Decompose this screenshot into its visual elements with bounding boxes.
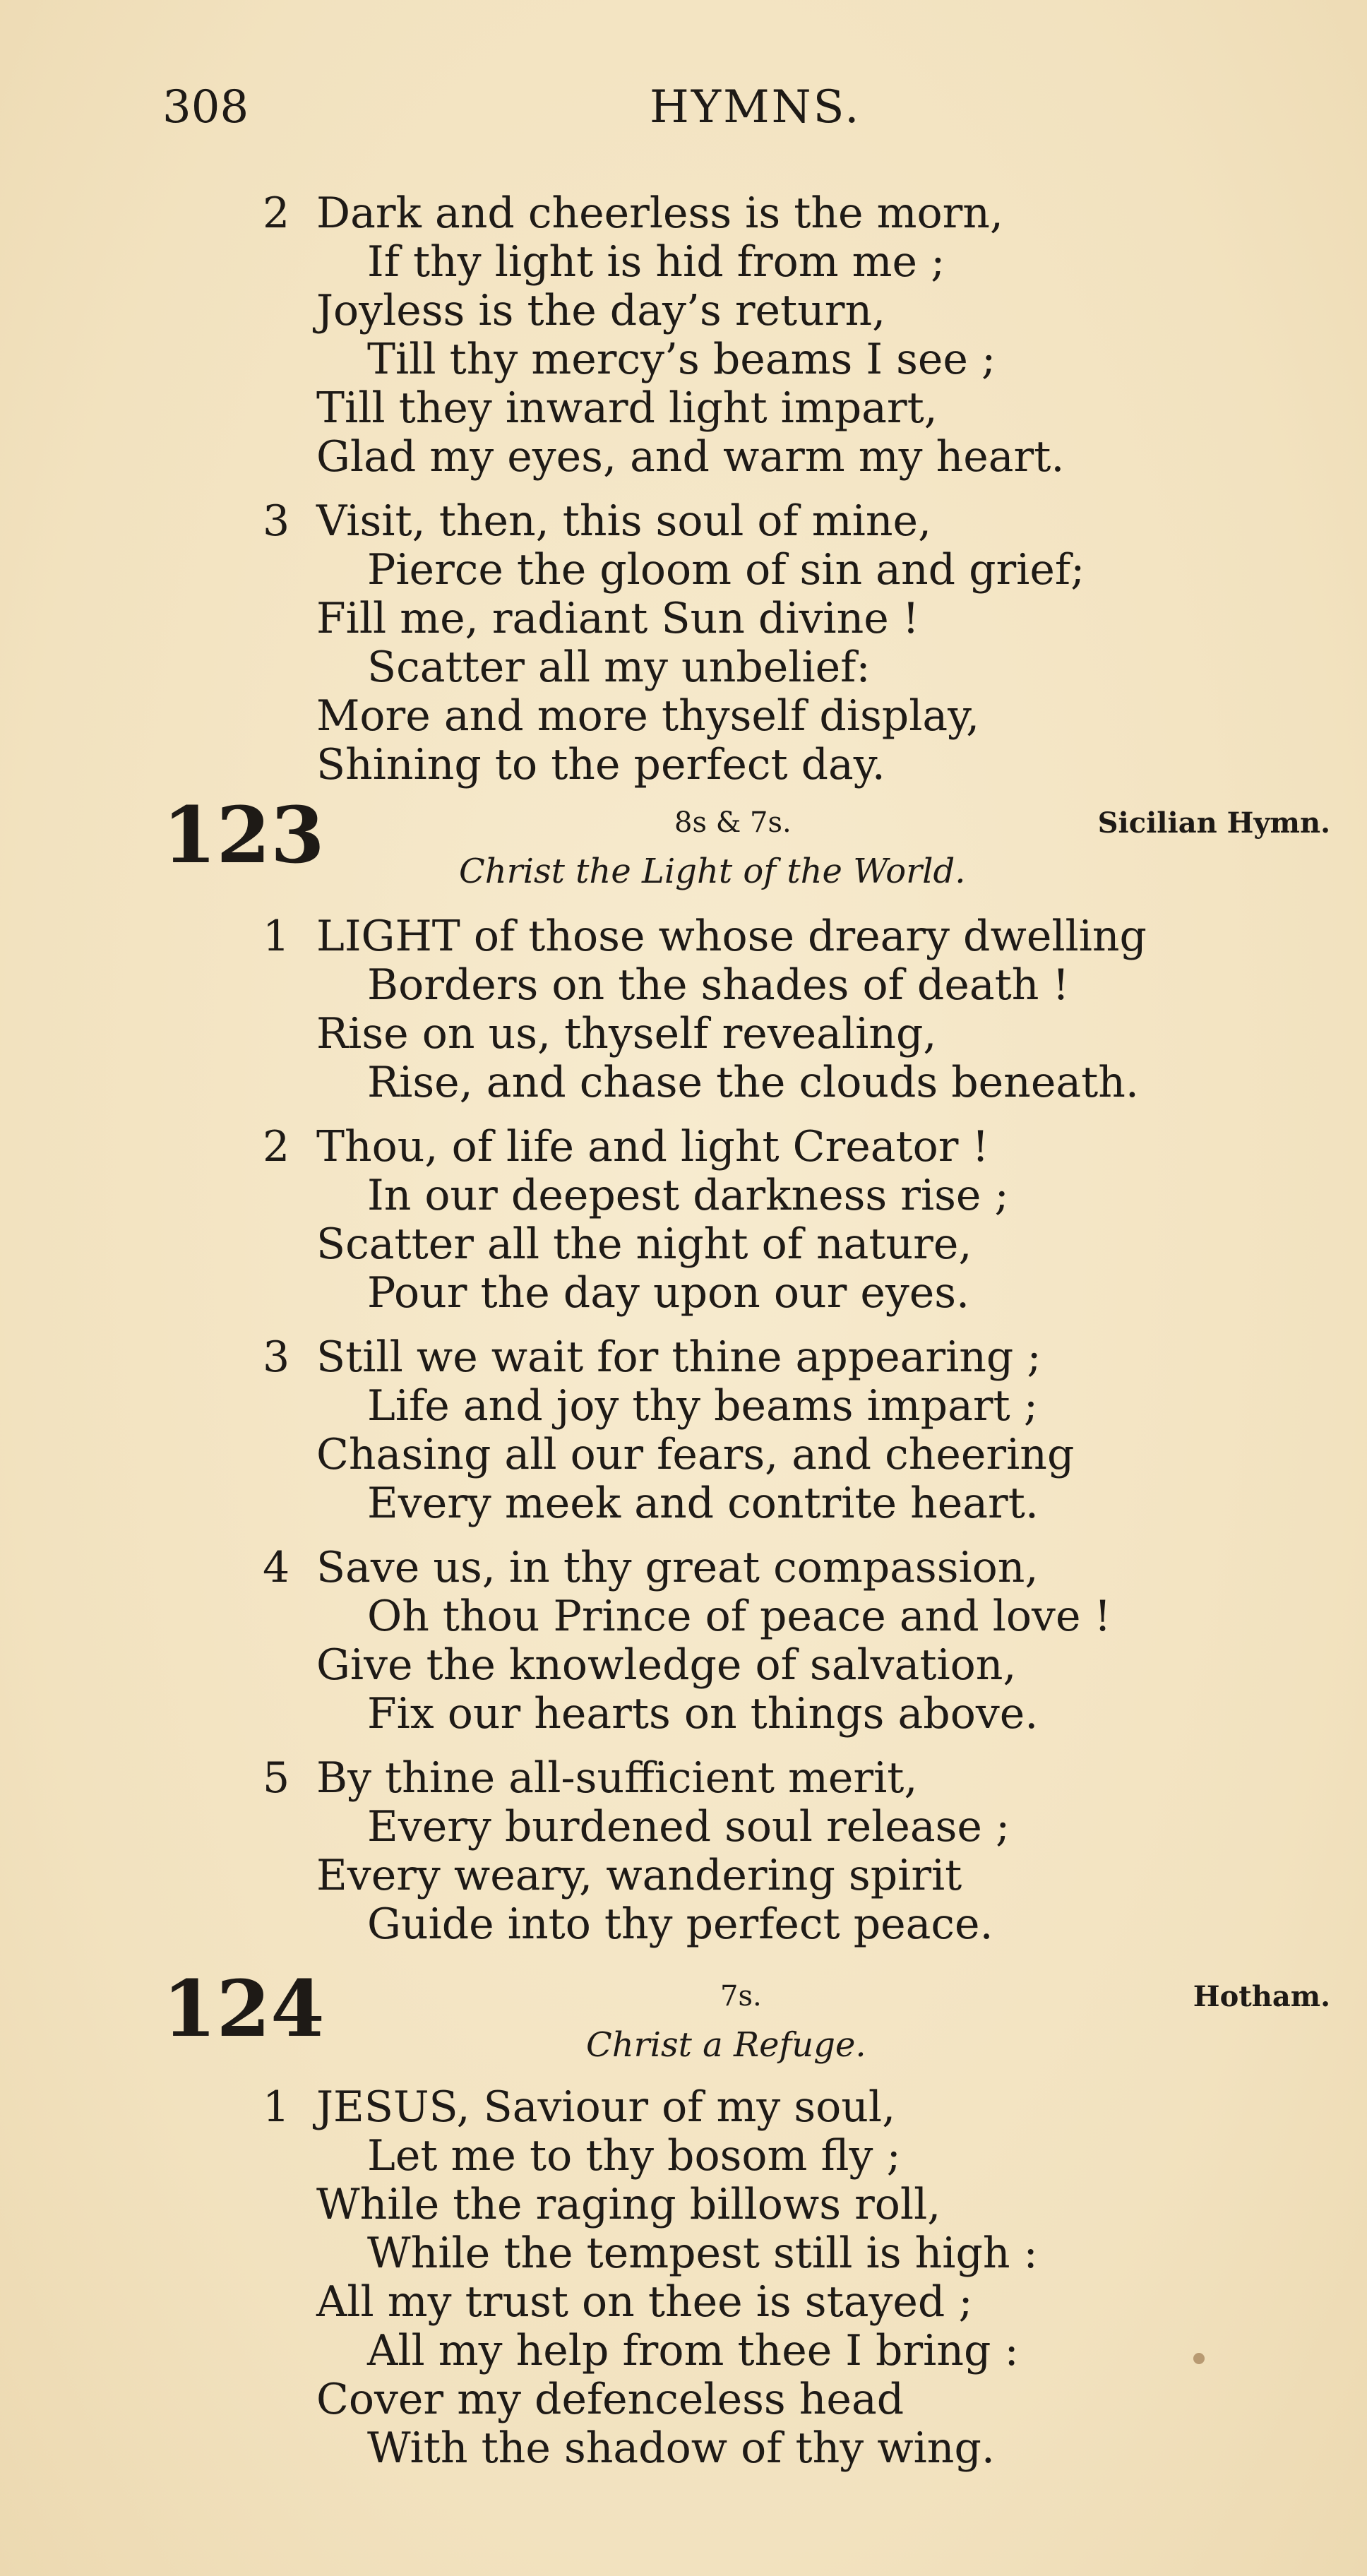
hymn-line: Shining to the perfect day. bbox=[316, 740, 885, 789]
stanza bbox=[0, 1544, 1367, 1739]
hymn-line: Pour the day upon our eyes. bbox=[367, 1268, 970, 1318]
stanza bbox=[0, 912, 1367, 1107]
hymn-line: Scatter all my unbelief: bbox=[367, 643, 871, 692]
hymn-123-heading bbox=[0, 789, 1367, 924]
hymn-line: Every meek and contrite heart. bbox=[367, 1479, 1039, 1528]
hymn-line: While the raging billows roll, bbox=[316, 2180, 941, 2229]
hymn-line: Dark and cheerless is the morn, bbox=[316, 189, 1003, 238]
hymn-line: Till they inward light impart, bbox=[316, 383, 938, 433]
hymn-line: All my trust on thee is stayed ; bbox=[316, 2277, 973, 2327]
hymn-line: Visit, then, this soul of mine, bbox=[316, 496, 932, 546]
hymn-line: Save us, in thy great compassion, bbox=[316, 1543, 1039, 1592]
hymn-line: While the tempest still is high : bbox=[367, 2229, 1038, 2278]
page-number: 308 bbox=[162, 81, 249, 133]
stanza-number: 1 bbox=[263, 2082, 290, 2132]
stanza bbox=[0, 189, 1367, 482]
hymn-line: Pierce the gloom of sin and grief; bbox=[367, 545, 1085, 595]
hymn-line: Life and joy thy beams impart ; bbox=[367, 1381, 1038, 1431]
stanza bbox=[0, 1754, 1367, 1949]
hymn-124-heading bbox=[0, 1963, 1367, 2097]
hymn-number: 124 bbox=[162, 1963, 325, 2054]
ink-spot bbox=[1193, 2353, 1205, 2364]
stanza bbox=[0, 2083, 1367, 2473]
hymn-tune: Sicilian Hymn. bbox=[1097, 806, 1330, 840]
stanza bbox=[0, 497, 1367, 789]
stanza-number: 4 bbox=[263, 1543, 290, 1592]
hymn-line: LIGHT of those whose dreary dwelling bbox=[316, 912, 1147, 961]
stanza-number: 3 bbox=[263, 496, 290, 546]
hymn-line: Till thy mercy’s beams I see ; bbox=[367, 335, 996, 384]
hymn-124-text bbox=[0, 2083, 1367, 2473]
stanza-number: 3 bbox=[263, 1332, 290, 1382]
hymn-tune: Hotham. bbox=[1193, 1980, 1330, 2013]
hymn-line: Cover my defenceless head bbox=[316, 2375, 905, 2424]
stanza-number: 5 bbox=[263, 1753, 290, 1803]
stanza-number: 2 bbox=[263, 189, 290, 238]
hymn-line: Every burdened soul release ; bbox=[367, 1802, 1010, 1852]
hymn-line: Give the knowledge of salvation, bbox=[316, 1640, 1017, 1690]
hymn-123-text bbox=[0, 912, 1367, 1949]
hymn-title: Christ the Light of the World. bbox=[459, 852, 966, 891]
stanza-number: 1 bbox=[263, 912, 290, 961]
hymn-line: Rise, and chase the clouds beneath. bbox=[367, 1058, 1139, 1107]
hymn-line: Oh thou Prince of peace and love ! bbox=[367, 1592, 1111, 1641]
hymn-line: Every weary, wandering spirit bbox=[316, 1851, 962, 1900]
hymn-line: Scatter all the night of nature, bbox=[316, 1220, 972, 1269]
hymn-line: More and more thyself display, bbox=[316, 691, 980, 741]
hymn-line: Guide into thy perfect peace. bbox=[367, 1900, 993, 1949]
hymn-meter: 7s. bbox=[720, 1980, 762, 2012]
hymn-line: JESUS, Saviour of my soul, bbox=[316, 2082, 896, 2132]
hymn-line: Chasing all our fears, and cheering bbox=[316, 1430, 1075, 1479]
hymn-meter: 8s & 7s. bbox=[674, 806, 792, 839]
stanza-number: 2 bbox=[263, 1122, 290, 1171]
hymn-line: With the shadow of thy wing. bbox=[367, 2423, 995, 2473]
hymn-title: Christ a Refuge. bbox=[586, 2025, 866, 2065]
hymn-line: Glad my eyes, and warm my heart. bbox=[316, 432, 1065, 482]
hymn-line: Still we wait for thine appearing ; bbox=[316, 1332, 1041, 1382]
stanza bbox=[0, 1333, 1367, 1528]
page-header bbox=[0, 81, 1367, 145]
hymn-line: Rise on us, thyself revealing, bbox=[316, 1009, 937, 1059]
hymn-line: Thou, of life and light Creator ! bbox=[316, 1122, 989, 1171]
hymn-line: By thine all-sufficient merit, bbox=[316, 1753, 918, 1803]
hymn-line: All my help from thee I bring : bbox=[367, 2326, 1019, 2375]
hymn-line: Joyless is the day’s return, bbox=[316, 286, 886, 335]
hymn-number: 123 bbox=[162, 789, 325, 881]
hymn-line: Let me to thy bosom fly ; bbox=[367, 2131, 901, 2181]
hymn-line: Borders on the shades of death ! bbox=[367, 960, 1070, 1010]
previous-hymn-continuation bbox=[0, 189, 1367, 789]
hymn-line: In our deepest darkness rise ; bbox=[367, 1171, 1009, 1220]
running-title: HYMNS. bbox=[650, 81, 861, 133]
hymn-line: If thy light is hid from me ; bbox=[367, 237, 945, 287]
stanza bbox=[0, 1123, 1367, 1318]
hymn-line: Fix our hearts on things above. bbox=[367, 1689, 1039, 1739]
hymn-line: Fill me, radiant Sun divine ! bbox=[316, 594, 919, 643]
